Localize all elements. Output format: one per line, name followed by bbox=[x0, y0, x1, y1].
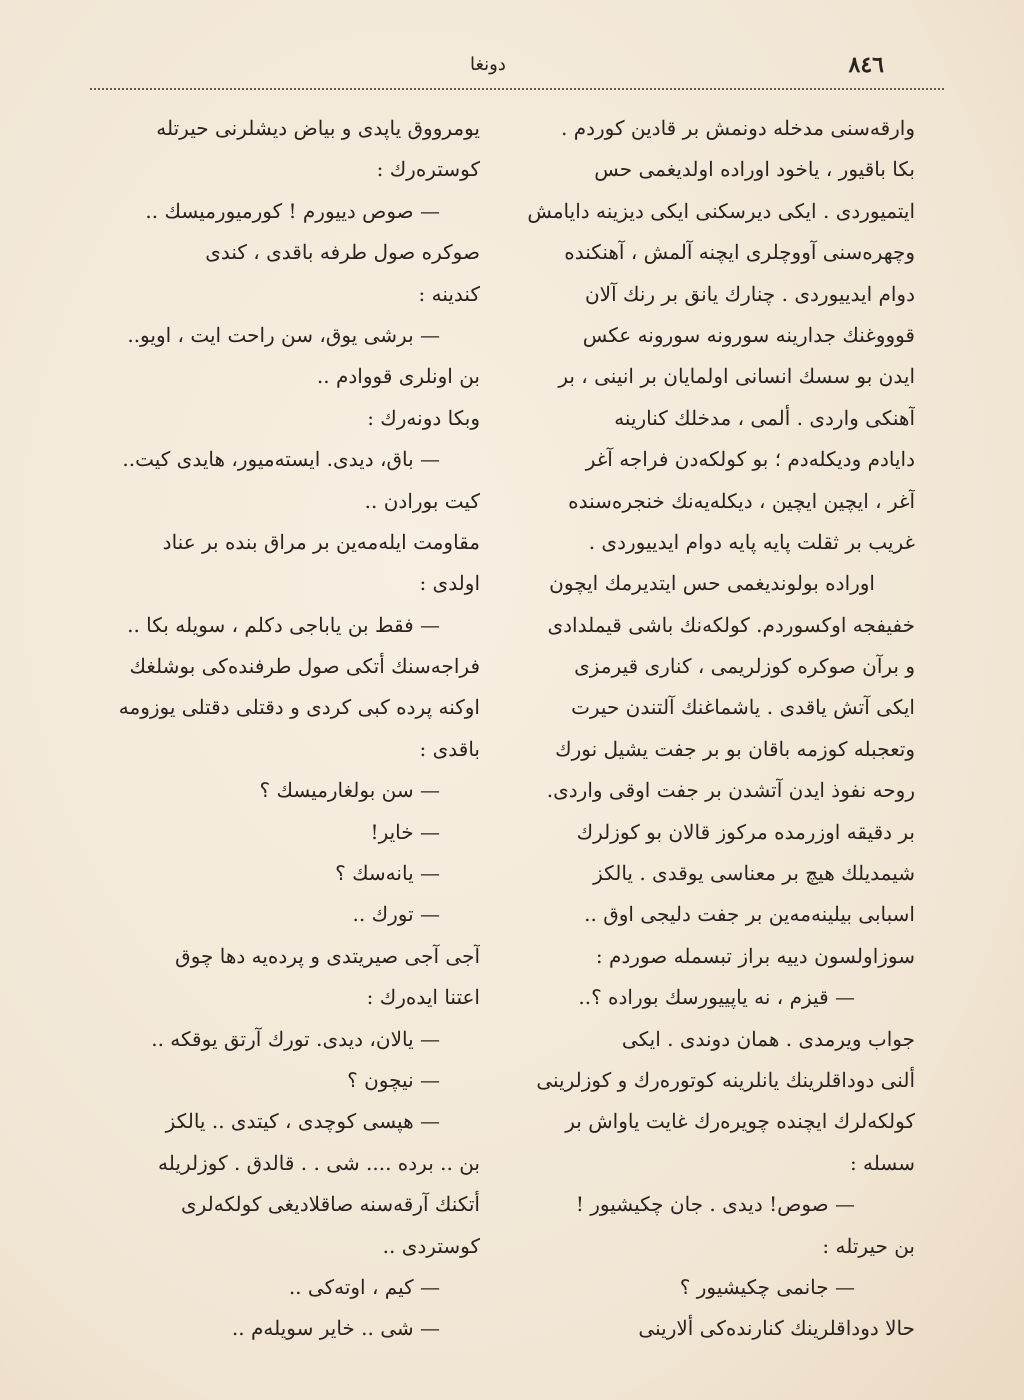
text-line: آجی آجی صیریتدی و پرده‌یه دها چوق bbox=[175, 943, 480, 968]
text-line: — یالان، دیدی. تورك آرتق یوقکه .. bbox=[151, 1026, 440, 1051]
text-line: خفیفجه اوکسوردم. کولکه‌نك باشی قیملدادی bbox=[547, 612, 915, 637]
text-line: ایتمیوردی . ایکی دیرسکنی ایکی دیزینه دایامش bbox=[527, 198, 915, 223]
text-line: آهنکی واردی . ألمی ، مدخلك کنارینه bbox=[614, 405, 915, 430]
text-line: فراجه‌سنك أتکی صول طرفنده‌کی بوشلغك bbox=[129, 654, 480, 679]
text-line: ایدن بو سسك انسانی اولمایان بر انینی ، بر bbox=[558, 364, 915, 389]
text-line: بن .. برده .... شی . . قالدق . کوزلریله bbox=[158, 1150, 480, 1175]
text-line: اوراده بولوندیغمی حس ایتدیرمك ایچون bbox=[549, 571, 875, 596]
text-line: کندینه : bbox=[418, 281, 480, 306]
text-line: — قیزم ، نه یاپییورسك بوراده ؟.. bbox=[578, 985, 855, 1010]
text-line: اولدی : bbox=[419, 571, 480, 596]
text-line: بن اونلری قووادم .. bbox=[316, 364, 480, 389]
text-line: باقدی : bbox=[419, 736, 480, 761]
text-line: بن حیرتله : bbox=[822, 1233, 915, 1258]
text-line: و برآن صوکره کوزلریمی ، کناری قیرمزی bbox=[574, 654, 915, 679]
text-line: وبکا دونه‌رك : bbox=[367, 405, 480, 430]
text-line: جواب ویرمدی . همان دوندی . ایکی bbox=[621, 1026, 915, 1051]
text-line: یومرووق یاپدی و بیاض دیشلرنی حیرتله bbox=[156, 116, 480, 140]
text-line: — نیچون ؟ bbox=[347, 1067, 440, 1092]
left-text-column bbox=[80, 108, 480, 1350]
page-number: ٨٤٦ bbox=[848, 52, 884, 78]
header-rule bbox=[90, 88, 944, 90]
text-line: مقاومت ایله‌مه‌ین بر مراق بنده بر عناد bbox=[162, 529, 480, 554]
text-line: سسله : bbox=[849, 1150, 915, 1175]
text-line: — یانه‌سك ؟ bbox=[335, 861, 440, 886]
text-line: — جانمی چکیشیور ؟ bbox=[679, 1274, 855, 1299]
text-line: اسبابی بیلینه‌مه‌ین بر جفت دلیجی اوق .. bbox=[584, 902, 915, 927]
text-line: — سن بولغارمیسك ؟ bbox=[259, 778, 440, 803]
text-line: أتکنك آرقه‌سنه صاقلادیغی کولکه‌لری bbox=[180, 1192, 480, 1217]
text-line: غریب بر ثقلت پایه پایه دوام ایدییوردی . bbox=[588, 529, 915, 554]
text-line: — برشی یوق، سن راحت ایت ، اویو.. bbox=[127, 322, 440, 347]
text-line: دایادم ودیکله‌دم ؛ بو کولکه‌دن فراجه آغر bbox=[585, 447, 915, 472]
text-line: حالا دوداقلرینك کنارنده‌کی ألارینی bbox=[638, 1316, 915, 1341]
text-line: شیمدیلك هیچ بر معناسی یوقدی . یالکز bbox=[593, 861, 915, 886]
text-line: — فقط بن یاباجی دکلم ، سویله بکا .. bbox=[127, 612, 440, 637]
text-line: ایکی آتش یاقدی . یاشماغنك آلتندن حیرت bbox=[571, 695, 915, 720]
text-line: صوکره صول طرفه باقدی ، کندی bbox=[205, 240, 480, 265]
text-line: کیت بورادن .. bbox=[364, 488, 480, 513]
text-line: — خایر! bbox=[370, 819, 440, 844]
text-line: ألنی دوداقلرینك یانلرینه کوتوره‌رك و کوزلرینی bbox=[536, 1067, 915, 1092]
text-line: سوزاولسون دییه براز تبسمله صوردم : bbox=[595, 943, 915, 968]
text-line: بر دقیقه اوزرمده مرکوز قالان بو کوزلرك bbox=[576, 819, 915, 844]
text-line: وتعجبله کوزمه باقان بو بر جفت یشیل نورك bbox=[555, 736, 915, 761]
text-line: روحه نفوذ ایدن آتشدن بر جفت اوقی واردی. bbox=[546, 778, 915, 803]
text-line: بکا باقیور ، یاخود اوراده اولدیغمی حس bbox=[594, 157, 915, 182]
text-line: — شی .. خایر سویله‌م .. bbox=[231, 1316, 440, 1341]
text-line: کوستره‌رك : bbox=[376, 157, 480, 182]
text-line: اعتنا ایده‌رك : bbox=[366, 985, 480, 1010]
text-line: وارقه‌سنی مدخله دونمش بر قادین کوردم . bbox=[561, 116, 915, 140]
right-text-column bbox=[520, 108, 915, 1350]
text-line: — صوص! دیدی . جان چکیشیور ! bbox=[575, 1192, 855, 1217]
running-head: دونغا bbox=[470, 54, 506, 75]
text-line: — تورك .. bbox=[352, 902, 440, 927]
text-line: آغر ، ایچین ایچین ، دیکله‌یه‌نك خنجره‌سنده bbox=[568, 488, 915, 513]
text-line: دوام ایدییوردی . چنارك یانق بر رنك آلان bbox=[584, 281, 915, 306]
text-line: وچهره‌سنی آووچلری ایچنه آلمش ، آهنکنده bbox=[564, 240, 915, 265]
text-line: کولکه‌لرك ایچنده چویره‌رك غایت یاواش بر bbox=[565, 1109, 915, 1134]
page-header bbox=[80, 50, 944, 84]
text-line: قوووغنك جدارینه سورونه سورونه عکس bbox=[582, 322, 915, 347]
text-line: کوستردی .. bbox=[382, 1233, 480, 1258]
text-line: — کیم ، اوته‌کی .. bbox=[288, 1274, 440, 1299]
text-line: — هپسی کوچدی ، کیتدی .. یالکز bbox=[165, 1109, 440, 1134]
text-line: اوکنه پرده کبی کردی و دقتلی دقتلی یوزومه bbox=[118, 695, 480, 720]
text-line: — باق، دیدی. ایسته‌میور، هایدی کیت.. bbox=[122, 447, 440, 472]
text-line: — صوص دییورم ! کورمیورمیسك .. bbox=[145, 198, 440, 223]
